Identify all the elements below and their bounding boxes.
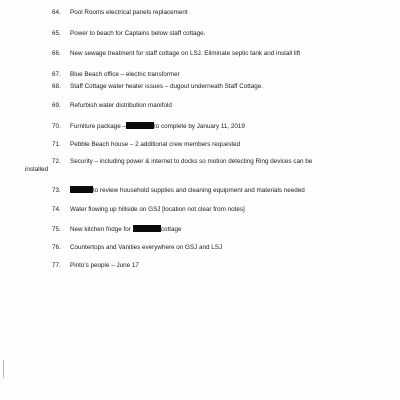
item-number: 69.: [52, 102, 61, 109]
list-item: [52, 244, 382, 252]
item-number: 68.: [52, 83, 61, 90]
item-text: Countertops and Vanities everywhere on GSJ and LSJ: [70, 244, 223, 251]
item-text: New sewage treatment for staff cottage on LSJ. Eliminate septic tank and install lift: [70, 50, 301, 57]
item-text-after: to complete by January 11, 2019: [154, 123, 245, 130]
list-item: [52, 50, 382, 58]
list-item: [52, 30, 382, 38]
item-number: 64.: [52, 9, 61, 16]
item-number: 71.: [52, 141, 61, 148]
item-text: Pebble Beach house – 2 additional crew members requested: [70, 141, 241, 148]
list-item: [52, 122, 382, 131]
item-text-after: to review household supplies and cleaning equipment and materials needed: [93, 187, 305, 194]
item-text: Water flowing up hillside on GSJ [location not clear from notes]: [70, 206, 245, 213]
scan-artifact-mark: [3, 360, 4, 378]
redaction-box: [133, 225, 161, 232]
item-text: Blue Beach office – electric transformer: [70, 71, 180, 78]
list-item: [52, 225, 382, 234]
item-number: 74.: [52, 206, 61, 213]
item-number: 70.: [52, 123, 61, 130]
list-item: [25, 158, 382, 174]
item-text-before: New kitchen fridge for: [70, 226, 131, 233]
item-text: Security – including power & internet to docks so motion detecting Ring devices can be: [70, 158, 313, 165]
redaction-box: [70, 186, 93, 193]
list-item: [52, 71, 382, 79]
redaction-box: [126, 122, 154, 129]
list-item: [52, 262, 382, 270]
list-item: [52, 186, 382, 195]
item-text: Staff Cottage water heater issues – dugout underneath Staff Cottage.: [70, 83, 264, 90]
item-text: Pinto’s people – June 17: [70, 262, 139, 269]
item-number: 65.: [52, 30, 61, 37]
list-item: [52, 83, 382, 91]
item-number: 73.: [52, 187, 61, 194]
item-text: Pool Rooms electrical panels replacement: [70, 9, 188, 16]
item-number: 72.: [52, 158, 61, 165]
item-text-after: cottage: [160, 226, 182, 233]
list-item: [52, 102, 382, 110]
list-item: [52, 206, 382, 214]
item-number: 77.: [52, 262, 61, 269]
item-text-continuation: installed: [25, 166, 49, 173]
item-number: 75.: [52, 226, 61, 233]
item-text: Power to beach for Captains below staff cottage.: [70, 30, 206, 37]
item-text-before: Furniture package –: [70, 123, 127, 130]
list-item: [52, 9, 382, 17]
list-item: [52, 141, 382, 149]
item-number: 67.: [52, 71, 61, 78]
item-number: 66.: [52, 50, 61, 57]
item-text: Refurbish water distribution manifold: [70, 102, 172, 109]
item-number: 76.: [52, 244, 61, 251]
